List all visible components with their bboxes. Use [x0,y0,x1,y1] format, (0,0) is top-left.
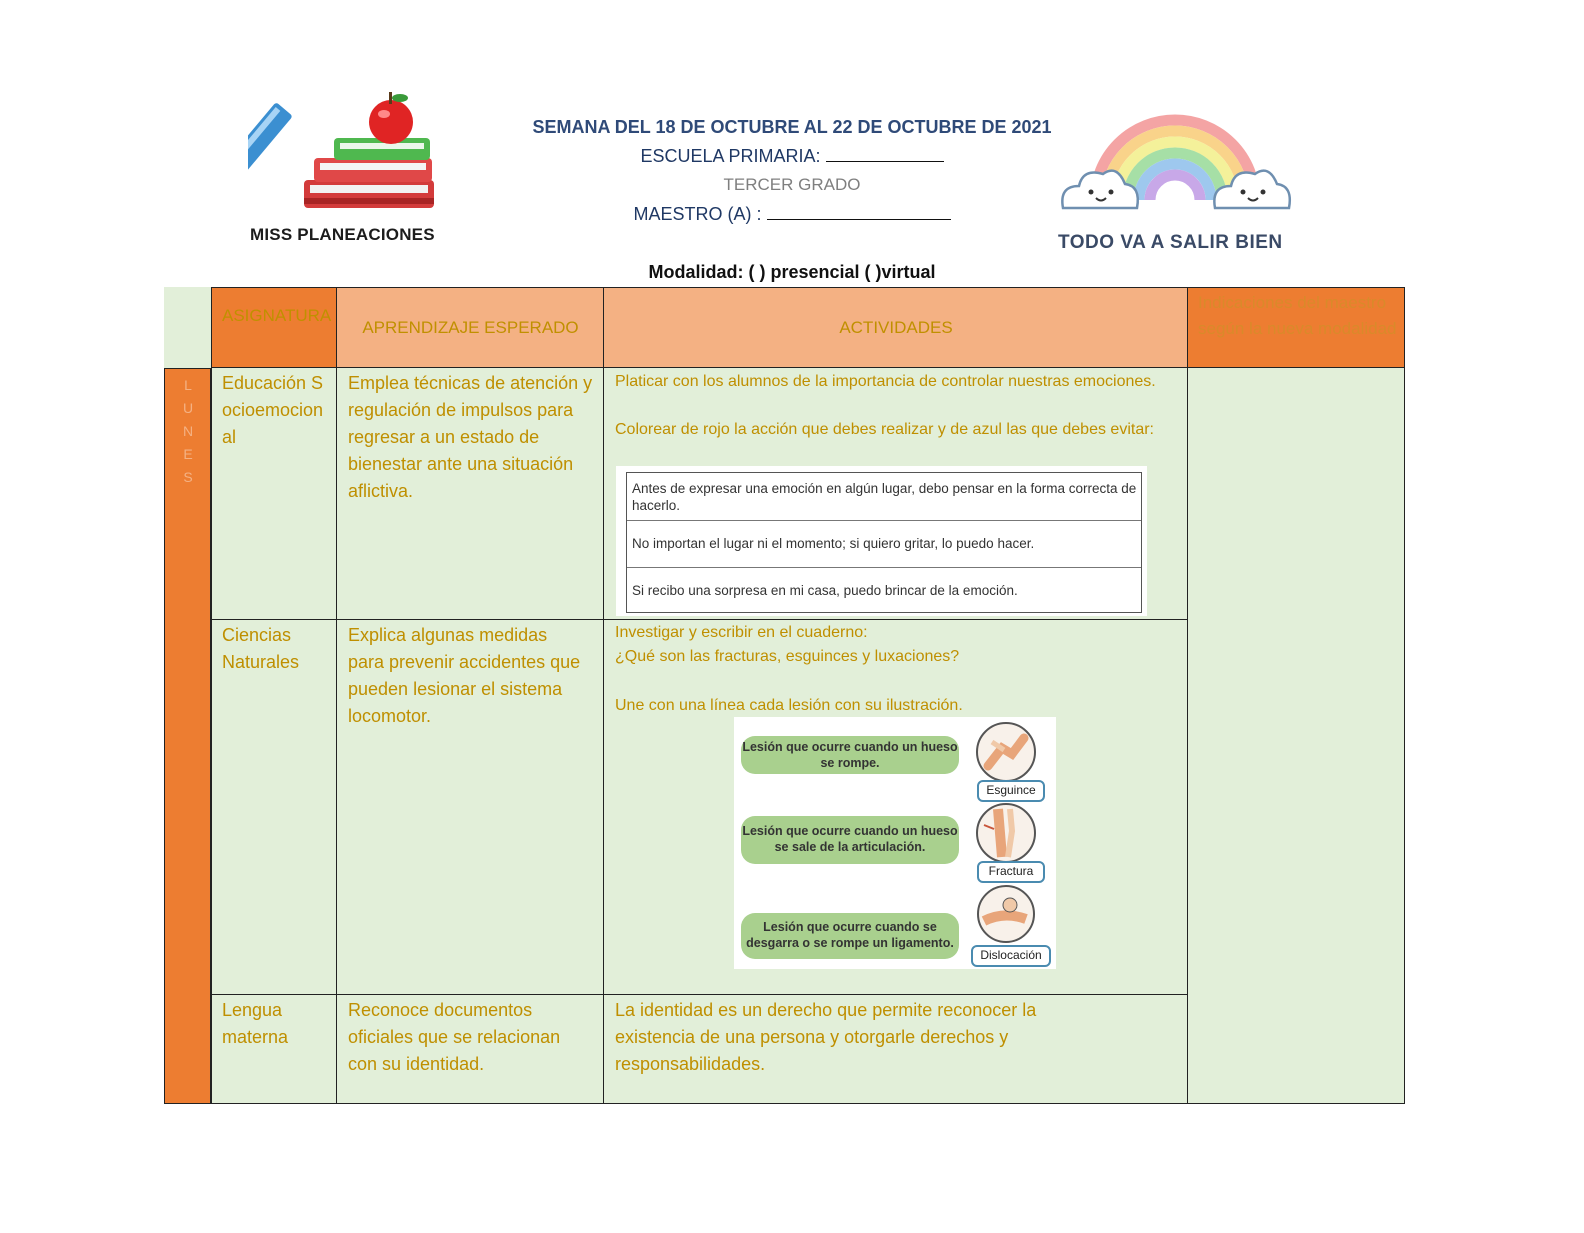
worksheet-table [626,472,1142,613]
row1-subject: Educación Socioemocional [222,373,324,447]
worksheet-row: Si recibo una sorpresa en mi casa, puedo brincar de la emoción. [632,583,1018,598]
injury-description: Lesión que ocurre cuando un hueso se rompe. [741,736,959,774]
row1-learning: Emplea técnicas de atención y regulación de impulsos para regresar a un estado de bienestar ante una situación aflictiva. [348,373,593,501]
dislocation-illustration-icon [974,883,1038,945]
row2-activity-line: Une con una línea cada lesión con su ilustración. [615,697,963,714]
fracture-illustration-icon [974,801,1038,865]
week-title: SEMANA DEL 18 DE OCTUBRE AL 22 DE OCTUBRE DE 2021 [532,117,1052,137]
day-letter: U [182,400,194,416]
logo-left-text: MISS PLANEACIONES [250,225,435,244]
day-letter: N [182,423,194,439]
injury-label-badge: Dislocación [971,945,1051,967]
header-subject-label: ASIGNATURA [222,306,332,325]
row2-activity-line: ¿Qué son las fracturas, esguinces y luxaciones? [615,648,960,665]
row1-activities-cell [604,368,1188,620]
worksheet-row: Antes de expresar una emoción en algún lugar, debo pensar en la forma correcta de hacerlo. [627,473,1141,521]
day-letter: E [183,446,193,462]
header-learning-label: APRENDIZAJE ESPERADO [362,318,579,337]
header-activities-label: ACTIVIDADES [839,318,953,337]
row2-learning: Explica algunas medidas para prevenir accidentes que pueden lesionar el sistema locomotor. [348,625,581,726]
injury-description: Lesión que ocurre cuando un hueso se sale de la articulación. [741,816,959,864]
day-letter: L [184,377,192,393]
emotion-worksheet [616,466,1147,616]
header-blank-cell [164,287,211,368]
day-column-lunes [164,368,211,1104]
row3-activities-cell [604,995,1188,1104]
row2-learning-cell [337,620,604,995]
header-notes [1188,287,1405,368]
injury-description: Lesión que ocurre cuando se desgarra o se rompe un ligamento. [741,913,959,959]
row3-activity-line: La identidad es un derecho que permite reconocer la existencia de una persona y otorgarle derechos y responsabilidades. [615,1000,1037,1074]
row2-activity-line: Investigar y escribir en el cuaderno: [615,624,868,641]
sprain-illustration-icon [974,720,1038,786]
row1-activity-line: Colorear de rojo la acción que debes realizar y de azul las que debes evitar: [615,421,1154,438]
row1-learning-cell [337,368,604,620]
worksheet-row: No importan el lugar ni el momento; si quiero gritar, lo puedo hacer. [627,521,1141,568]
modality-line: Modalidad: ( ) presencial ( )virtual [648,262,936,282]
header-subject [211,287,337,368]
injury-matching-exercise [734,717,1056,969]
school-blank [826,147,944,162]
injury-label-badge: Esguince [977,780,1045,802]
header-learning [337,287,604,368]
notes-cell [1188,368,1405,1104]
row2-activities-cell [604,620,1188,995]
row1-activity-line: Platicar con los alumnos de la importancia de controlar nuestras emociones. [615,373,1156,390]
grade-line: TERCER GRADO [723,175,861,194]
teacher-label: MAESTRO (A) : [633,204,762,224]
injury-label-badge: Fractura [977,861,1045,883]
school-line [0,146,1584,167]
school-label: ESCUELA PRIMARIA: [640,146,821,166]
teacher-line [0,204,1584,225]
miss-planeaciones-logo [248,92,463,252]
row3-learning-cell [337,995,604,1104]
row3-learning: Reconoce documentos oficiales que se relacionan con su identidad. [348,1000,561,1074]
teacher-blank [767,205,951,220]
row3-subject-cell [211,995,337,1104]
logo-right-text: TODO VA A SALIR BIEN [1058,232,1283,253]
lesson-plan-table [164,287,1405,1104]
header-notes-label: Indicaciones del maestro según la nueva modalidad [1198,293,1397,338]
row3-subject: Lengua materna [222,1000,289,1047]
day-letter: S [183,469,193,485]
row1-subject-cell [211,368,337,620]
row2-subject-cell [211,620,337,995]
header-activities [604,287,1188,368]
row2-subject: Ciencias Naturales [222,625,300,672]
